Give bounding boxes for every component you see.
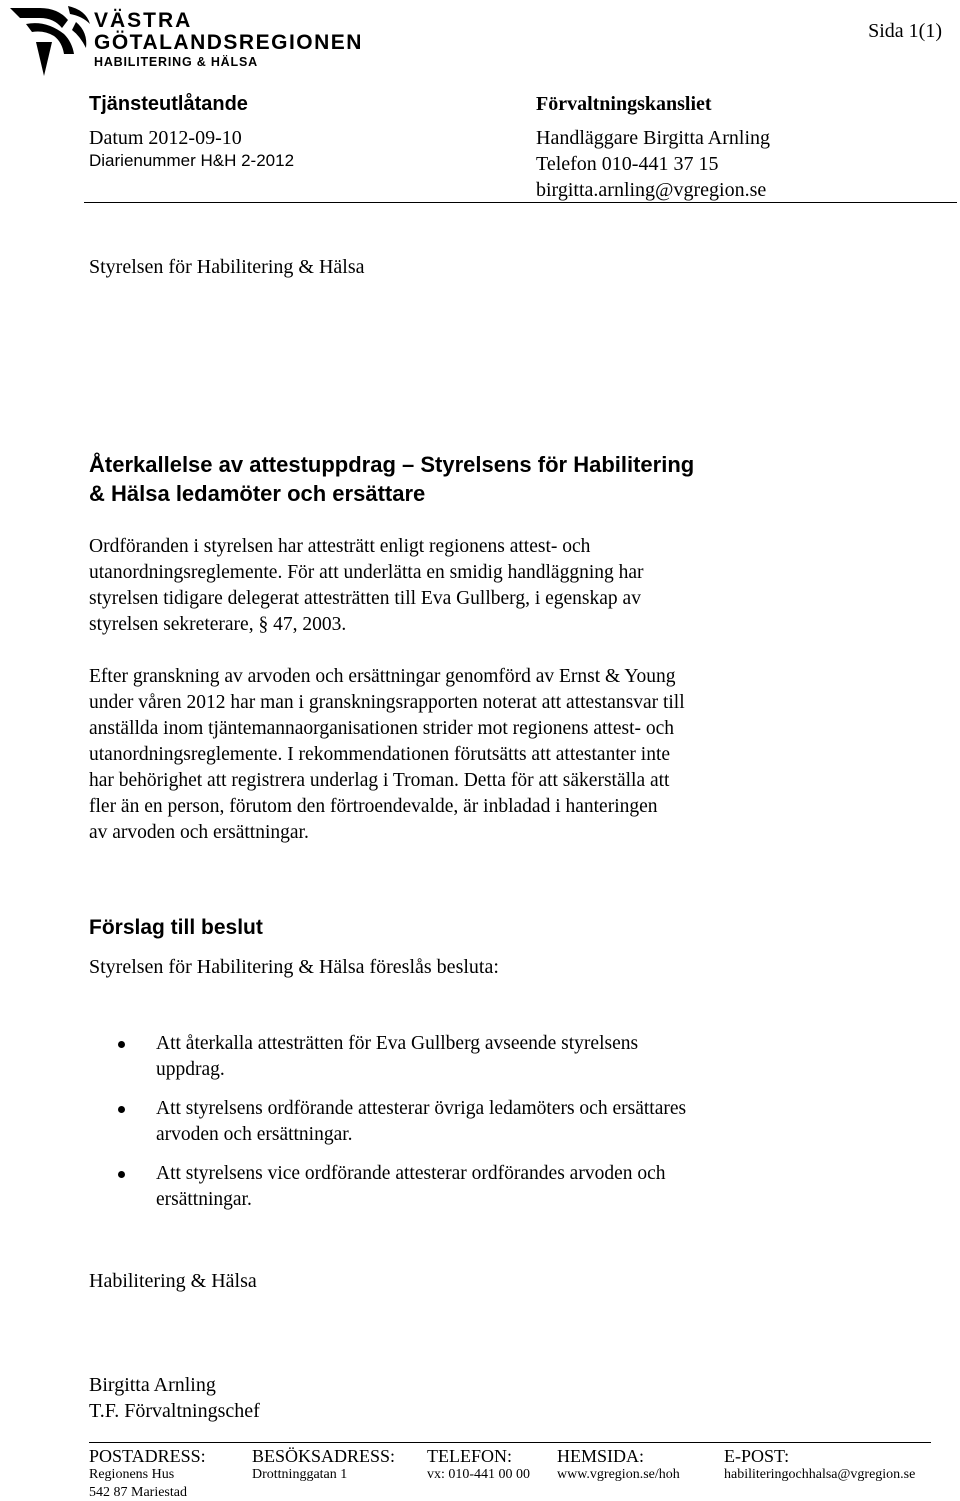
list-item-line: Att återkalla attesträtten för Eva Gullberg avseende styrelsens <box>156 1033 639 1054</box>
paragraph-line: utanordningsreglemente. För att underlätta en smidig handläggning har <box>89 562 644 583</box>
proposal-intro: Styrelsen för Habilitering & Hälsa föreslås besluta: <box>89 956 499 978</box>
document-title-line-2: & Hälsa ledamöter och ersättare <box>89 481 426 506</box>
paragraph-line: styrelsen sekreterare, § 47, 2003. <box>89 614 347 635</box>
footer-visit-address: Drottninggatan 1 <box>252 1467 348 1482</box>
handler-email: birgitta.arnling@vgregion.se <box>536 179 767 201</box>
list-item-line: Att styrelsens vice ordförande attesterar ordförandes arvoden och <box>156 1163 666 1184</box>
list-item-line: Att styrelsens ordförande attesterar övriga ledamöters och ersättares <box>156 1098 687 1119</box>
footer-phone-label: TELEFON: <box>427 1446 512 1466</box>
organization-logo <box>6 2 366 80</box>
handler-phone: Telefon 010-441 37 15 <box>536 153 719 175</box>
document-title-line-1: Återkallelse av attestuppdrag – Styrelsens för Habilitering <box>89 452 695 477</box>
paragraph-line: har behörighet att registrera underlag i Troman. Detta för att säkerställa att <box>89 770 670 791</box>
footer-phone: vx: 010-441 00 00 <box>427 1467 531 1482</box>
paragraph-line: utanordningsreglemente. I rekommendationen förutsätts att attestanter inte <box>89 744 671 765</box>
vgr-logo-mark-icon <box>6 2 92 78</box>
footer-email: habiliteringochhalsa@vgregion.se <box>724 1467 916 1482</box>
paragraph-line: Efter granskning av arvoden och ersättningar genomförd av Ernst & Young <box>89 666 676 687</box>
paragraph-line: styrelsen tidigare delegerat attesträtten till Eva Gullberg, i egenskap av <box>89 588 641 609</box>
list-item-line: arvoden och ersättningar. <box>156 1124 353 1145</box>
paragraph-findings <box>89 664 789 846</box>
sender-organization: Habilitering & Hälsa <box>89 1270 257 1292</box>
bullet-icon <box>118 1171 125 1178</box>
signature-name: Birgitta Arnling <box>89 1374 216 1396</box>
footer-postal-line-1: Regionens Hus <box>89 1467 175 1482</box>
footer-postal-label: POSTADRESS: <box>89 1446 206 1466</box>
header-divider <box>84 202 957 203</box>
paragraph-background <box>89 534 789 638</box>
bullet-icon <box>118 1041 125 1048</box>
list-item-line: ersättningar. <box>156 1189 252 1210</box>
logo-line-1: VÄSTRA <box>94 9 193 32</box>
list-item-line: uppdrag. <box>156 1059 225 1080</box>
paragraph-line: fler än en person, förutom den förtroendevalde, är inbladad i hanteringen <box>89 796 658 817</box>
footer-visit-label: BESÖKSADRESS: <box>252 1446 396 1466</box>
paragraph-line: under våren 2012 har man i granskningsrapporten noterat att attestansvar till <box>89 692 685 713</box>
signature-role: T.F. Förvaltningschef <box>89 1400 260 1422</box>
registration-number: Diarienummer H&H 2-2012 <box>89 151 295 170</box>
logo-line-3: HABILITERING & HÄLSA <box>94 55 258 69</box>
list-item <box>118 1031 838 1083</box>
paragraph-line: anställda inom tjäntemannaorganisationen strider mot regionens attest- och <box>89 718 675 739</box>
document-type: Tjänsteutlåtande <box>89 93 248 115</box>
document-date: Datum 2012-09-10 <box>89 127 242 149</box>
office-name: Förvaltningskansliet <box>536 93 712 115</box>
bullet-icon <box>118 1106 125 1113</box>
handler: Handläggare Birgitta Arnling <box>536 127 771 149</box>
footer-web-label: HEMSIDA: <box>557 1446 645 1466</box>
footer-divider <box>89 1442 931 1443</box>
list-item <box>118 1161 838 1213</box>
paragraph-line: av arvoden och ersättningar. <box>89 822 309 843</box>
recipient: Styrelsen för Habilitering & Hälsa <box>89 256 365 278</box>
list-item <box>118 1096 838 1148</box>
footer-email-label: E-POST: <box>724 1446 790 1466</box>
footer-website: www.vgregion.se/hoh <box>557 1467 680 1482</box>
footer-postal-line-2: 542 87 Mariestad <box>89 1485 187 1500</box>
proposal-list <box>118 1031 838 1226</box>
paragraph-line: Ordföranden i styrelsen har attesträtt enligt regionens attest- och <box>89 536 591 557</box>
page-number: Sida 1(1) <box>868 20 942 42</box>
proposal-heading: Förslag till beslut <box>89 916 263 939</box>
logo-line-2: GÖTALANDSREGIONEN <box>94 31 363 54</box>
